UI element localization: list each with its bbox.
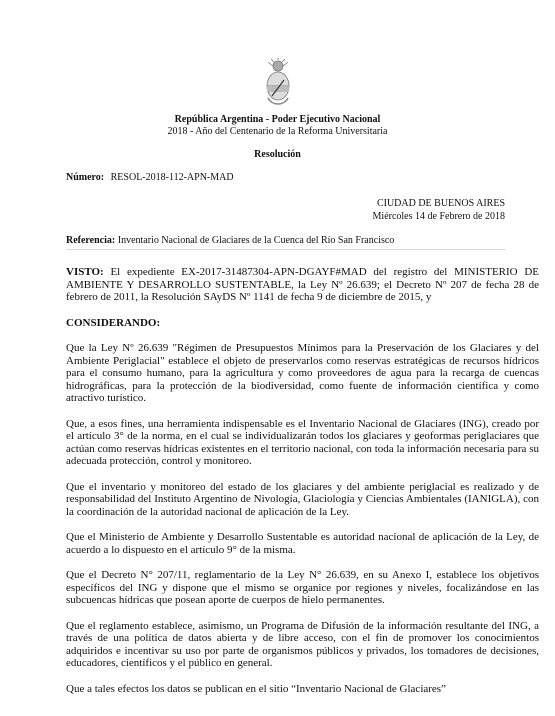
- visto-paragraph: [66, 266, 539, 304]
- header-title: República Argentina - Poder Ejecutivo Nacional: [174, 114, 381, 125]
- reference-label: Referencia:: [66, 235, 116, 246]
- header-subtitle: 2018 - Año del Centenario de la Reforma Universitaria: [167, 126, 388, 137]
- paragraph: Que a tales efectos los datos se publican en el sitio “Inventario Nacional de Glaciares”: [66, 682, 446, 695]
- place: CIUDAD DE BUENOS AIRES: [376, 198, 505, 209]
- number-value: RESOL-2018-112-APN-MAD: [110, 172, 234, 183]
- paragraph: Que el inventario y monitoreo del estado de los glaciares y del ambiente periglacial es realizado y de responsabilidad del Instituto Argentino de Nivología, Glaciología y Ciencias Ambientales (IANIGLA), con la coordinación de la autoridad nacional de aplicación de la Ley.: [66, 480, 539, 518]
- document-number: [66, 172, 234, 183]
- considerando-heading: CONSIDERANDO:: [66, 316, 161, 329]
- paragraph: Que el reglamento establece, asimismo, un Programa de Difusión de la información resultante del ING, a través de una política de datos abierta y de libre acceso, con el fin de promover los conocimientos adquiridos e incentivar su uso por parte de organismos públicos y privados, los tomadores de decisiones, educadores, científicos y el público en general.: [66, 619, 539, 669]
- paragraph: Que el Decreto N° 207/11, reglamentario de la Ley N° 26.639, en su Anexo I, establece los objetivos específicos del ING y dispone que el mismo se organice por regiones y niveles, focalizándose en las subcuencas hídricas que posean aporte de cuerpos de hielo permanentes.: [66, 569, 539, 606]
- divider: [66, 249, 506, 250]
- document-body: [66, 266, 539, 708]
- visto-text: El expediente EX-2017-31487304-APN-DGAYF#MAD del registro del MINISTERIO DE AMBIENTE Y DESARROLLO SUSTENTABLE, la Ley Nº 26.639; el Decreto Nº 207 de fecha 28 de febrero de 2011, la Resolución SAyDS Nº 1141 de fecha 9 de diciembre de 2015, y: [66, 266, 540, 303]
- paragraph: Que el Ministerio de Ambiente y Desarrollo Sustentable es autoridad nacional de aplicación de la Ley, de acuerdo a lo dispuesto en el artículo 9° de la misma.: [66, 531, 539, 556]
- document-type: Resolución: [254, 149, 301, 160]
- argentina-coat-of-arms-icon: [264, 58, 292, 108]
- number-label: Número:: [66, 172, 105, 183]
- reference: [66, 235, 394, 246]
- paragraph: Que, a esos fines, una herramienta indispensable es el Inventario Nacional de Glaciares (ING), creado por el artículo 3° de la norma, en el cual se individualizarán todos los glaciares y geoformas periglaciares que actúan como reservas hídricas existentes en el territorio nacional, con toda la información necesaria para su adecuada protección, control y monitoreo.: [66, 417, 539, 467]
- paragraph: Que la Ley Nº 26.639 "Régimen de Presupuestos Mínimos para la Preservación de los Glaciares y del Ambiente Periglacial" establece el objeto de preservarlos como reservas estratégicas de recursos hídricos para el consumo humano, para la agricultura y como proveedores de agua para la recarga de cuencas hidrográficas, para la protección de la biodiversidad, como fuente de información científica y como atractivo turístico.: [66, 342, 539, 404]
- date: Miércoles 14 de Febrero de 2018: [372, 211, 505, 222]
- reference-value: Inventario Nacional de Glaciares de la Cuenca del Río San Francisco: [117, 235, 395, 246]
- visto-label: VISTO:: [66, 266, 104, 278]
